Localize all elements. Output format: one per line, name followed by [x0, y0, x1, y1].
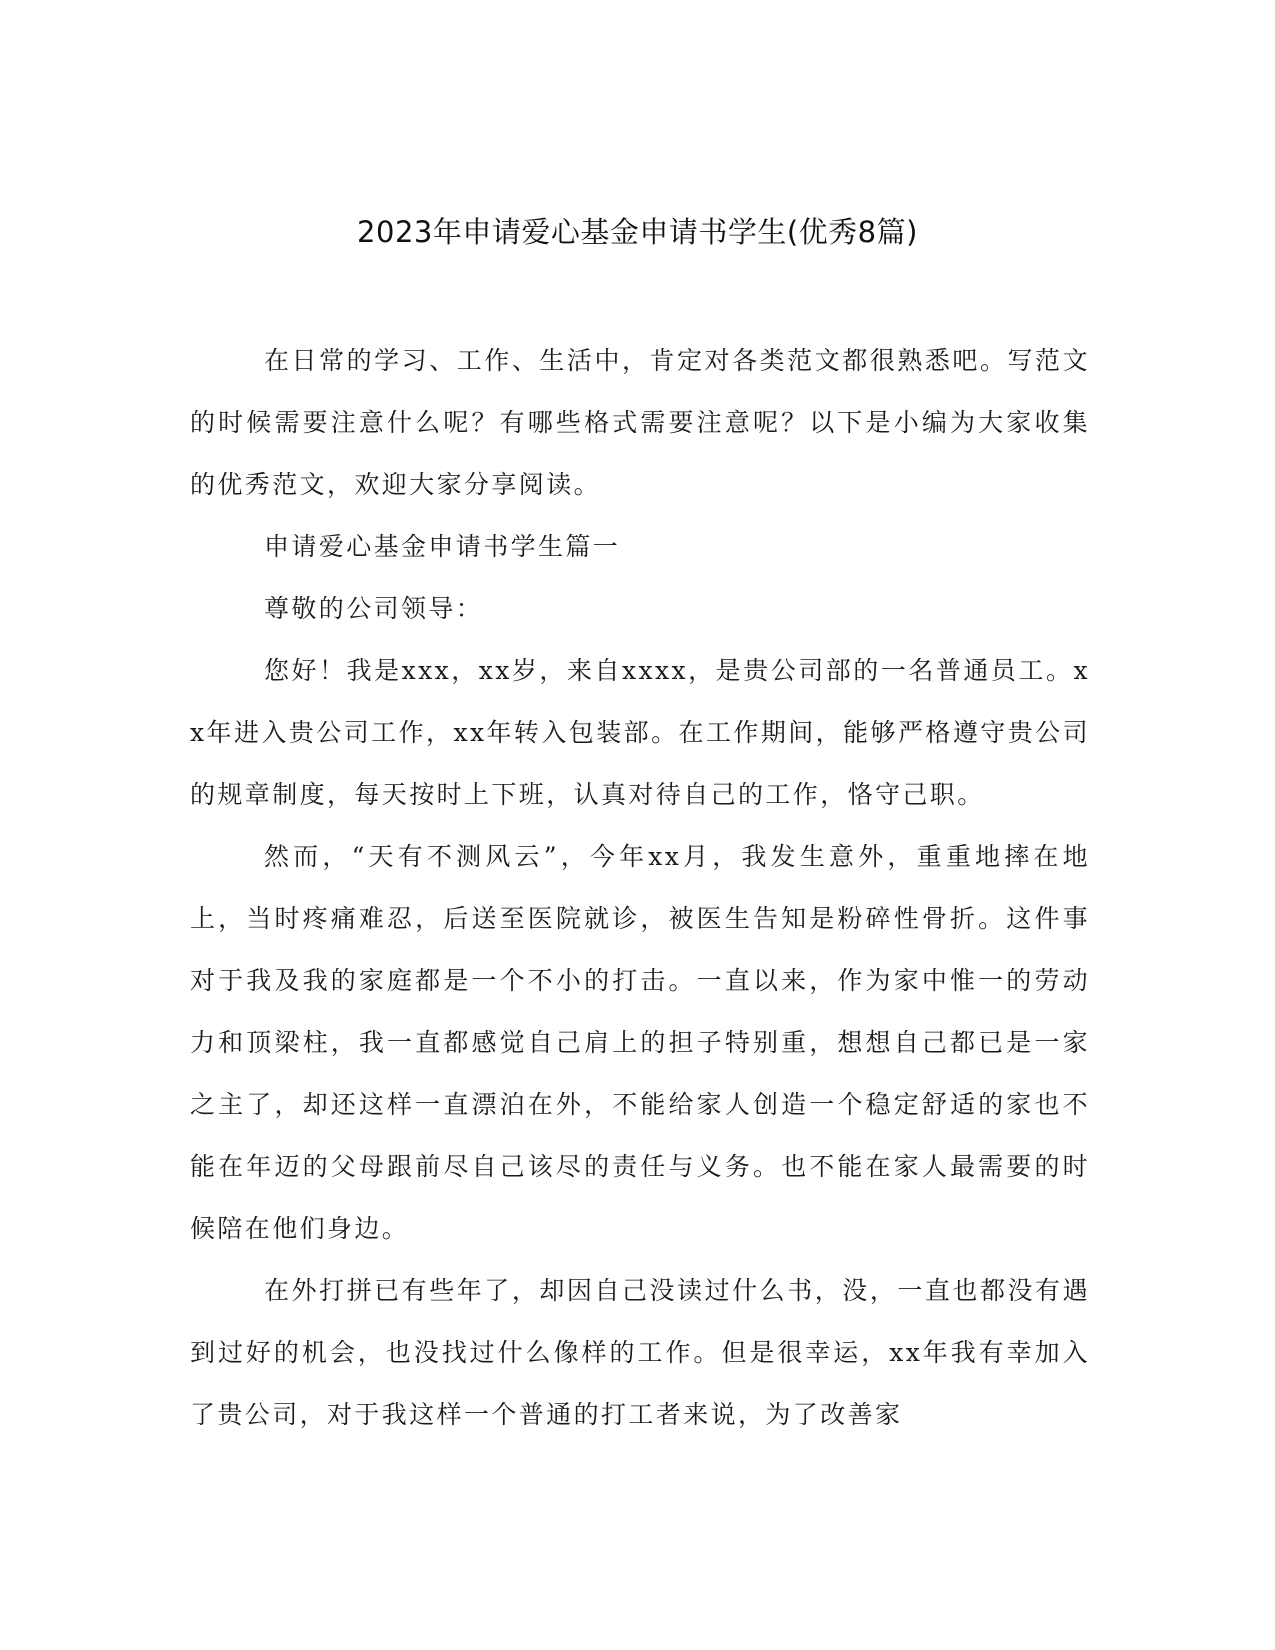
document-body [190, 330, 1090, 1446]
document-title: 2023年申请爱心基金申请书学生(优秀8篇) [357, 215, 918, 249]
salutation: 尊敬的公司领导： [264, 594, 484, 623]
section-heading: 申请爱心基金申请书学生篇一 [264, 532, 621, 561]
body-paragraph: 然而，“天有不测风云”，今年xx月，我发生意外，重重地摔在地上，当时疼痛难忍，后送至医院就诊，被医生告知是粉碎性骨折。这件事对于我及我的家庭都是一个不小的打击。一直以来，作为家中惟一的劳动力和顶梁柱，我一直都感觉自己肩上的担子特别重，想想自己都已是一家之主了，却还这样一直漂泊在外，不能给家人创造一个稳定舒适的家也不能在年迈的父母跟前尽自己该尽的责任与义务。也不能在家人最需要的时候陪在他们身边。 [190, 842, 1090, 1243]
intro-paragraph: 在日常的学习、工作、生活中，肯定对各类范文都很熟悉吧。写范文的时候需要注意什么呢？有哪些格式需要注意呢？以下是小编为大家收集的优秀范文，欢迎大家分享阅读。 [190, 346, 1090, 499]
body-paragraph: 您好！我是xxx，xx岁，来自xxxx，是贵公司部的一名普通员工。xx年进入贵公司工作，xx年转入包装部。在工作期间，能够严格遵守贵公司的规章制度，每天按时上下班，认真对待自己的工作，恪守己职。 [190, 656, 1090, 809]
body-paragraph: 在外打拼已有些年了，却因自己没读过什么书，没，一直也都没有遇到过好的机会，也没找过什么像样的工作。但是很幸运，xx年我有幸加入了贵公司，对于我这样一个普通的打工者来说，为了改善家 [190, 1276, 1090, 1429]
